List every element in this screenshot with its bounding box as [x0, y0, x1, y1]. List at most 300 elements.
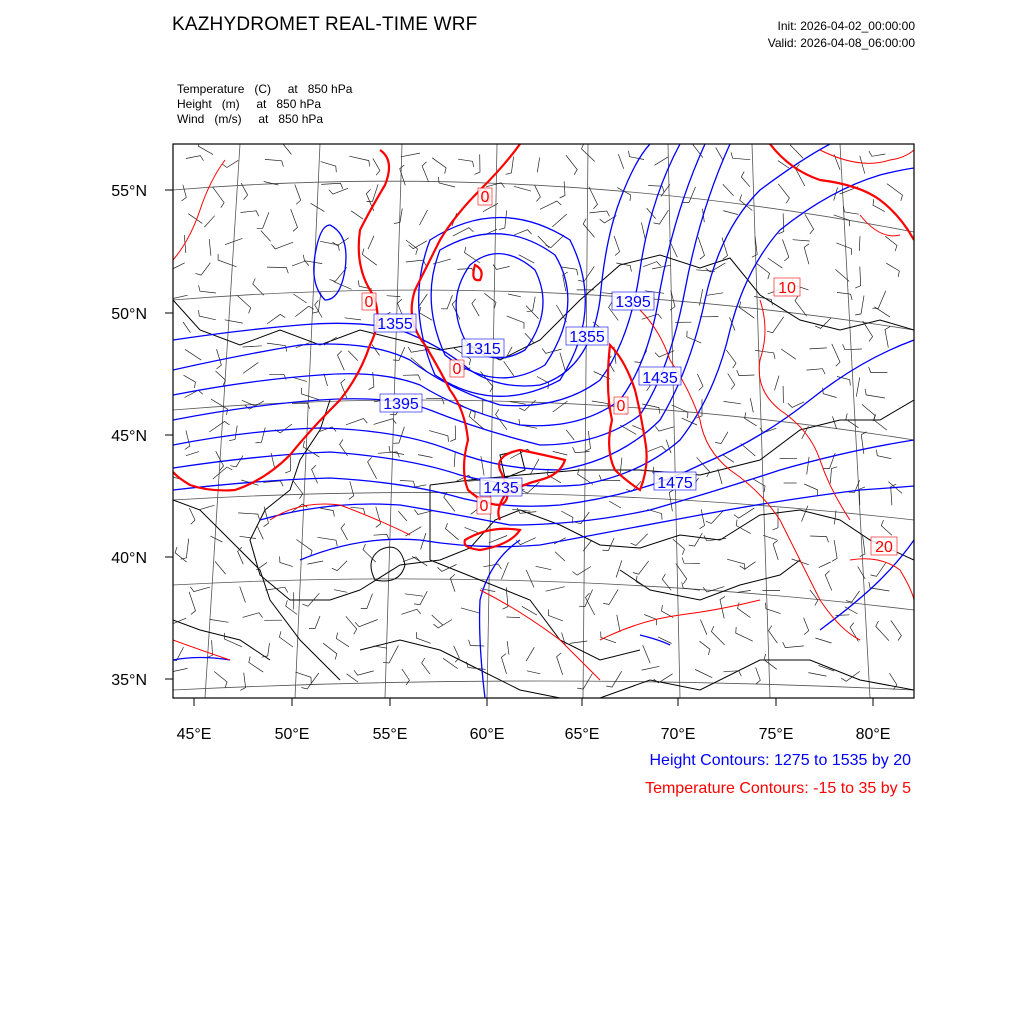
- wind-barb: [414, 591, 427, 605]
- wind-barb: [756, 667, 761, 684]
- wind-barb: [726, 350, 736, 368]
- wind-barb: [815, 638, 831, 643]
- wind-barb: [546, 235, 565, 247]
- wind-barb: [372, 345, 380, 356]
- wind-barb: [217, 349, 222, 369]
- wind-barb: [648, 446, 666, 452]
- wind-barb: [552, 214, 567, 227]
- wind-barb: [548, 609, 563, 621]
- wind-barb: [450, 574, 455, 591]
- wind-barb: [458, 159, 474, 167]
- wind-barb: [700, 620, 707, 635]
- wind-barb: [329, 188, 348, 194]
- wind-barb: [279, 139, 291, 154]
- wind-barb: [265, 159, 284, 166]
- wind-barb: [836, 243, 851, 255]
- wind-barb: [292, 403, 310, 409]
- wind-barb: [280, 557, 293, 567]
- wind-barb: [834, 215, 850, 226]
- wind-barb: [209, 421, 229, 432]
- valid-time: Valid: 2026-04-08_06:00:00: [767, 36, 915, 50]
- wind-barb: [481, 456, 484, 475]
- wind-barb: [453, 228, 474, 236]
- wind-barb: [374, 419, 397, 425]
- wind-barb: [315, 300, 322, 317]
- wind-barb: [858, 567, 866, 579]
- wind-barb: [723, 455, 734, 463]
- temp-label-20: 20: [875, 539, 893, 556]
- wind-barb: [769, 626, 778, 644]
- wind-barb: [291, 209, 298, 231]
- wind-barb: [324, 374, 328, 387]
- wind-barb: [734, 508, 755, 518]
- wind-barb: [825, 571, 832, 591]
- wind-barb: [432, 158, 446, 174]
- wind-barb: [265, 587, 287, 592]
- wind-barb: [501, 562, 508, 579]
- wind-barb: [320, 508, 334, 516]
- longitude-axis: [194, 698, 873, 706]
- wind-barb: [184, 375, 196, 388]
- wind-barb: [412, 556, 427, 565]
- wind-barb: [773, 540, 778, 560]
- wind-barb: [401, 153, 420, 157]
- wind-barb: [461, 608, 480, 613]
- temp-label-0-center: 0: [452, 361, 462, 378]
- wind-barb: [209, 239, 211, 256]
- field-wind: Wind (m/s) at 850 hPa: [177, 112, 324, 126]
- wind-barb: [345, 318, 361, 320]
- wind-barb: [603, 589, 618, 604]
- wind-barb: [351, 211, 363, 219]
- wind-barb: [796, 164, 805, 186]
- wind-barb: [855, 296, 864, 315]
- wind-barb: [422, 162, 428, 182]
- wind-barb: [860, 156, 865, 174]
- field-temperature: Temperature (C) at 850 hPa: [177, 82, 353, 96]
- wind-barb: [856, 377, 859, 396]
- init-time: Init: 2026-04-02_00:00:00: [777, 19, 915, 33]
- wind-barb: [349, 481, 354, 499]
- wind-barb: [346, 616, 357, 634]
- wind-barb: [756, 263, 769, 279]
- wind-barb: [585, 431, 590, 451]
- wind-barb: [775, 376, 780, 391]
- height-contour-legend: Height Contours: 1275 to 1535 by 20: [649, 752, 911, 769]
- wind-barb: [475, 154, 481, 174]
- wind-barb: [835, 615, 849, 616]
- wind-barb: [418, 294, 427, 308]
- wind-barb: [881, 520, 892, 535]
- wind-barb: [885, 236, 897, 251]
- wind-barb: [199, 310, 216, 320]
- wind-barb: [168, 667, 187, 672]
- wind-barb: [253, 279, 264, 296]
- wind-barb: [808, 673, 826, 677]
- wind-barb: [438, 565, 457, 572]
- wind-barb: [698, 237, 704, 259]
- wind-barb: [355, 620, 378, 627]
- height-label-1395-east: 1395: [615, 294, 651, 311]
- wind-barb: [886, 263, 899, 277]
- wind-barb: [216, 371, 226, 386]
- temp-label-0-west: 0: [364, 294, 374, 311]
- wind-barb: [700, 509, 705, 529]
- map-frame: [173, 144, 914, 698]
- wind-barb: [465, 247, 481, 263]
- wind-barb: [190, 587, 210, 592]
- wind-barb: [689, 533, 703, 546]
- wind-barb: [741, 444, 756, 457]
- field-height: Height (m) at 850 hPa: [177, 97, 322, 111]
- wind-barb: [862, 404, 875, 421]
- wind-barb: [804, 484, 817, 496]
- temperature-contour-legend: Temperature Contours: -15 to 35 by 5: [645, 780, 911, 797]
- wind-barb: [243, 346, 262, 347]
- wind-barb: [293, 377, 307, 381]
- wind-barb: [889, 673, 897, 689]
- wind-barb: [790, 145, 803, 159]
- wind-barb: [472, 299, 479, 316]
- wind-barb: [810, 590, 818, 606]
- lon-label-50: 50°E: [274, 726, 310, 743]
- boundaries: [173, 255, 914, 698]
- temp-label-0-north: 0: [480, 189, 490, 206]
- wind-barb: [738, 590, 751, 592]
- wind-barb: [198, 140, 213, 154]
- wind-barb: [296, 540, 312, 557]
- wind-barb: [185, 430, 190, 449]
- wind-barb: [286, 600, 297, 614]
- wind-barb: [793, 240, 810, 241]
- wind-barb: [652, 265, 671, 269]
- wind-barb: [362, 249, 377, 266]
- wind-barb: [514, 230, 532, 235]
- wind-barb: [876, 450, 891, 459]
- wind-barb: [745, 412, 757, 426]
- wind-barb: [214, 672, 227, 688]
- wind-barb: [662, 605, 674, 618]
- wind-barb: [553, 451, 568, 455]
- lon-label-75: 75°E: [758, 726, 794, 743]
- wind-barb: [405, 527, 421, 536]
- wind-barb: [631, 534, 648, 546]
- wind-barb: [243, 363, 258, 374]
- wind-barb: [723, 211, 738, 215]
- wind-barb: [199, 285, 216, 293]
- wind-barb: [403, 375, 421, 381]
- wind-barb: [441, 295, 452, 309]
- wind-barb: [507, 316, 524, 329]
- wind-barb: [275, 424, 292, 433]
- wind-barb: [241, 211, 259, 216]
- wind-barb: [323, 643, 337, 659]
- wind-barb: [693, 139, 703, 158]
- wind-barb: [557, 653, 563, 675]
- wind-barb: [301, 673, 318, 689]
- wind-barb: [199, 505, 214, 509]
- wind-barb: [295, 185, 301, 205]
- wind-barb: [540, 201, 561, 209]
- wind-barb: [695, 670, 712, 678]
- wind-barb: [643, 645, 651, 663]
- wind-barb: [307, 561, 323, 564]
- wind-barb: [830, 467, 837, 484]
- wind-barb: [175, 547, 187, 562]
- wind-barb: [429, 431, 448, 442]
- height-label-1435-south: 1435: [483, 480, 519, 497]
- wind-barb: [535, 185, 541, 201]
- wind-barb: [750, 398, 753, 412]
- wind-barb: [537, 158, 539, 173]
- wind-barb: [731, 152, 750, 159]
- wind-barb: [432, 615, 443, 625]
- wind-barb: [526, 306, 539, 319]
- height-label-1315: 1315: [465, 341, 501, 358]
- wind-barb: [411, 358, 426, 371]
- wind-barb: [739, 302, 754, 319]
- wind-barb: [394, 208, 402, 223]
- lat-label-40: 40°N: [111, 550, 147, 567]
- wind-barb: [536, 566, 552, 569]
- wind-barb: [807, 457, 809, 475]
- wind-barb: [204, 216, 214, 227]
- wind-barb: [654, 210, 669, 224]
- wind-barb: [354, 670, 374, 675]
- wind-barb: [454, 452, 455, 467]
- wind-barb: [243, 613, 263, 618]
- wind-barb: [846, 413, 859, 427]
- wind-barb: [711, 626, 724, 645]
- wind-barb: [832, 344, 840, 366]
- wind-barb: [891, 621, 902, 641]
- wind-barb: [809, 348, 826, 349]
- wind-barb: [504, 361, 514, 376]
- wind-barb: [606, 671, 622, 687]
- wind-barb: [673, 539, 685, 555]
- wind-barb: [874, 307, 889, 317]
- wind-barb: [633, 561, 649, 574]
- wind-barb: [727, 559, 745, 570]
- wind-barb: [261, 231, 271, 242]
- wind-barb: [350, 507, 365, 514]
- wind-barb: [869, 582, 890, 591]
- wind-barb: [566, 155, 577, 175]
- wind-barb: [642, 666, 660, 670]
- wind-barb: [572, 567, 591, 576]
- wind-barb: [781, 349, 796, 359]
- wind-barb: [654, 157, 668, 165]
- temp-label-10: 10: [778, 280, 796, 297]
- wind-barb: [589, 187, 598, 209]
- wind-barb: [183, 322, 190, 333]
- wind-barb: [267, 314, 285, 324]
- wind-barb: [737, 370, 755, 376]
- lat-label-55: 55°N: [111, 183, 147, 200]
- wind-barb: [195, 263, 210, 275]
- wind-barb: [648, 186, 664, 193]
- wind-barb: [618, 154, 623, 169]
- wind-barb: [804, 618, 809, 635]
- wind-barb: [783, 240, 789, 262]
- lon-label-55: 55°E: [372, 726, 408, 743]
- height-contours: [173, 144, 914, 698]
- wind-barb: [707, 293, 723, 296]
- lat-label-45: 45°N: [111, 428, 147, 445]
- wind-barb: [341, 524, 348, 540]
- wind-barb: [409, 241, 427, 249]
- wind-barb: [373, 158, 380, 175]
- height-label-1475: 1475: [657, 475, 693, 492]
- graticule: [173, 144, 914, 698]
- wind-barb: [843, 344, 862, 350]
- wind-barb: [186, 452, 199, 456]
- wind-barb: [267, 267, 288, 273]
- wind-barb: [189, 592, 195, 615]
- wind-barb: [376, 507, 381, 528]
- wind-barb: [643, 262, 661, 267]
- wind-barb: [398, 511, 407, 521]
- wind-barb: [560, 181, 565, 198]
- wind-barb: [295, 306, 314, 316]
- wind-barb: [450, 426, 456, 442]
- wind-barb: [501, 654, 506, 674]
- wind-barb: [654, 674, 673, 683]
- wind-barb: [361, 594, 373, 609]
- wind-barb: [566, 430, 574, 440]
- wind-barb: [519, 419, 537, 428]
- wind-barb: [616, 560, 622, 577]
- height-label-1355-west: 1355: [377, 316, 413, 333]
- wind-barb: [616, 263, 631, 272]
- wind-barb: [697, 374, 703, 391]
- map-content: [168, 139, 914, 698]
- wind-barb: [312, 465, 318, 483]
- wind-barb: [561, 511, 573, 523]
- wind-barb: [682, 558, 700, 564]
- wind-barb: [293, 481, 303, 499]
- wind-barb: [526, 570, 534, 588]
- wind-barb: [583, 219, 594, 238]
- wind-barb: [218, 254, 237, 267]
- wind-barb: [802, 506, 808, 522]
- wind-barb: [368, 236, 374, 249]
- wind-barb: [876, 621, 889, 641]
- wind-barb: [401, 609, 420, 614]
- wind-barb: [602, 538, 614, 551]
- wind-barb: [514, 186, 531, 191]
- wind-barb: [347, 674, 358, 682]
- lon-label-80: 80°E: [855, 726, 891, 743]
- wind-barb: [716, 147, 723, 160]
- wind-barb: [723, 184, 734, 196]
- wind-barb: [527, 297, 536, 312]
- lon-label-60: 60°E: [469, 726, 505, 743]
- wind-barb: [783, 642, 804, 647]
- temp-label-0-south: 0: [479, 498, 489, 515]
- wind-barb: [418, 455, 433, 458]
- wind-barb: [819, 562, 831, 568]
- wind-barb: [295, 672, 311, 683]
- wind-barb: [387, 296, 401, 297]
- wind-barb: [764, 654, 777, 669]
- wind-barb: [590, 211, 610, 216]
- wind-barb: [320, 241, 339, 251]
- wind-barb: [655, 351, 674, 357]
- wind-barb: [778, 184, 789, 203]
- height-label-1435-east: 1435: [642, 370, 678, 387]
- wind-barb: [772, 508, 778, 530]
- wind-barb: [417, 632, 431, 643]
- lat-label-35: 35°N: [111, 672, 147, 689]
- wind-barb: [348, 351, 358, 361]
- wind-barb: [740, 195, 753, 211]
- wind-barb: [519, 255, 535, 263]
- wind-barb: [338, 351, 345, 370]
- wind-barb: [368, 457, 377, 478]
- wind-barb: [555, 552, 565, 561]
- wind-barb: [186, 156, 204, 161]
- wind-barb: [321, 183, 343, 189]
- lon-label-70: 70°E: [660, 726, 696, 743]
- wind-barb: [321, 162, 337, 173]
- wind-barb: [728, 374, 735, 390]
- wind-barb: [213, 187, 225, 208]
- wind-barb: [241, 183, 248, 200]
- wind-barb: [508, 294, 521, 297]
- wind-barb: [810, 536, 828, 542]
- wind-barb: [255, 428, 265, 443]
- wind-barb: [210, 619, 229, 622]
- lat-label-50: 50°N: [111, 306, 147, 323]
- wind-barb: [469, 640, 485, 646]
- wind-barb: [570, 641, 588, 643]
- wind-barb: [257, 527, 263, 540]
- wind-barb: [309, 616, 320, 629]
- wind-barb: [718, 469, 722, 484]
- wind-barb: [837, 377, 851, 386]
- wind-barb: [522, 606, 537, 615]
- wind-barb: [752, 237, 757, 258]
- wind-barb: [715, 432, 728, 444]
- map-title: KAZHYDROMET REAL-TIME WRF: [172, 14, 478, 35]
- wind-barb: [318, 537, 338, 546]
- wind-barb: [724, 401, 741, 403]
- wind-barb: [768, 258, 783, 268]
- wind-barb: [586, 593, 595, 615]
- wind-barb: [182, 185, 187, 201]
- wind-barb: [506, 617, 520, 618]
- wind-barb: [230, 456, 243, 467]
- wind-barb: [257, 212, 269, 228]
- wind-barb: [526, 647, 534, 661]
- wind-barb: [833, 416, 837, 429]
- wind-barb: [238, 296, 251, 314]
- wind-barb: [647, 509, 662, 519]
- wind-barb: [573, 447, 590, 453]
- wind-barb: [740, 562, 756, 570]
- wind-barb: [402, 669, 410, 685]
- wind-barb: [834, 511, 836, 525]
- wind-barb: [869, 367, 888, 373]
- wind-barb: [293, 294, 306, 303]
- wind-barb: [363, 544, 376, 562]
- wind-barb: [655, 426, 674, 431]
- wind-barb: [334, 590, 347, 593]
- wind-barb: [700, 641, 711, 655]
- wind-barb: [240, 536, 257, 538]
- wind-barb: [837, 292, 852, 300]
